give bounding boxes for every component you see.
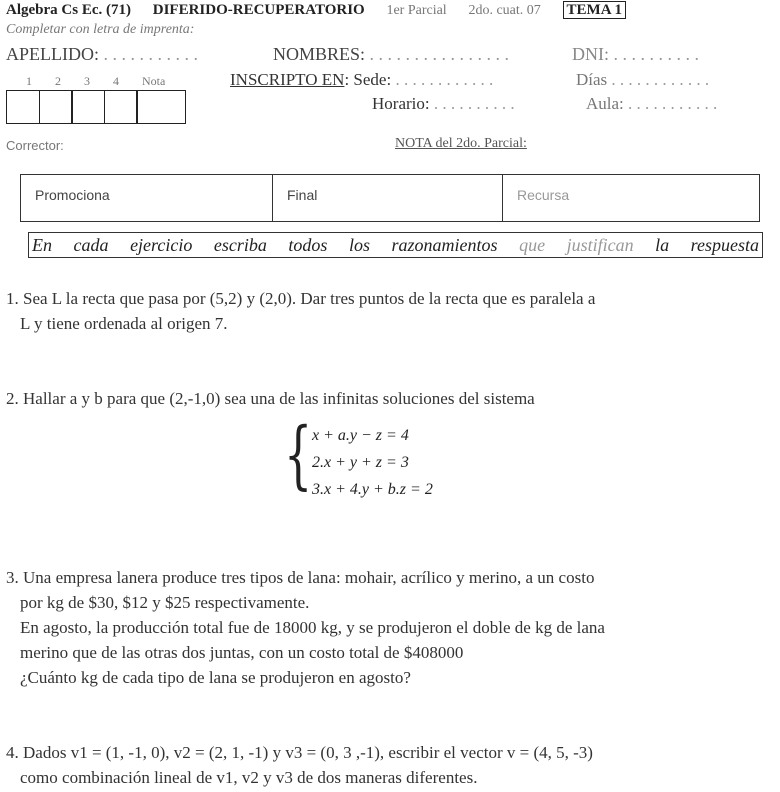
instr-word: la	[655, 234, 670, 255]
q4-line2: como combinación lineal de v1, v2 y v3 de dos maneras diferentes.	[20, 768, 478, 787]
score-box-1[interactable]	[6, 90, 40, 124]
partial-label: 1er Parcial	[386, 3, 447, 18]
question-3	[6, 565, 605, 690]
equation-3: 3.x + 4.y + b.z = 2	[312, 481, 433, 498]
horario-field[interactable]: Horario: . . . . . . . . . .	[372, 94, 515, 113]
horario-label: Horario:	[372, 94, 430, 113]
score-box-2[interactable]	[39, 90, 73, 124]
instr-word: ejercicio	[130, 234, 193, 255]
score-box-4[interactable]	[104, 90, 138, 124]
q1-line2: L y tiene ordenada al origen 7.	[20, 314, 228, 333]
score-labels	[26, 74, 165, 89]
equation-system	[290, 422, 433, 503]
equation-1: x + a.y − z = 4	[312, 427, 409, 444]
q3-line2: por kg de $30, $12 y $25 respectivamente.	[20, 593, 310, 612]
score-label-1: 1	[26, 74, 32, 88]
instr-word: justifican	[566, 234, 634, 255]
score-label-4: 4	[113, 74, 119, 88]
q4-line1: 4. Dados v1 = (1, -1, 0), v2 = (2, 1, -1) y v3 = (0, 3 ,-1), escribir el vector v = (4, 5, -3)	[6, 743, 593, 762]
question-2	[6, 386, 535, 411]
q3-line1: 3. Una empresa lanera produce tres tipos de lana: mohair, acrílico y merino, a un costo	[6, 568, 595, 587]
aula-label: Aula:	[586, 94, 624, 113]
apellido-label: APELLIDO:	[6, 44, 99, 64]
nombres-label: NOMBRES:	[273, 44, 366, 64]
instr-word: que	[519, 234, 546, 255]
nota-2do-label: NOTA del 2do. Parcial:	[395, 136, 527, 151]
course-name: Algebra Cs Ec. (71)	[6, 2, 131, 18]
question-4	[6, 740, 593, 790]
exercise-instruction	[28, 232, 763, 258]
sede-label: : Sede:	[344, 70, 392, 89]
score-boxes	[6, 90, 186, 124]
equation-2: 2.x + y + z = 3	[312, 454, 409, 471]
aula-field[interactable]: Aula: . . . . . . . . . . .	[586, 94, 718, 113]
score-box-3[interactable]	[71, 90, 105, 124]
exam-header	[6, 2, 644, 19]
score-label-2: 2	[55, 74, 61, 88]
dni-field[interactable]: DNI: . . . . . . . . . .	[572, 44, 699, 64]
status-promociona[interactable]: Promociona	[21, 175, 273, 221]
instr-word: razonamientos	[391, 234, 498, 255]
tema-label: TEMA 1	[563, 1, 626, 19]
sede-field[interactable]: INSCRIPTO EN: Sede: . . . . . . . . . . . .	[230, 70, 494, 89]
dni-label: DNI:	[572, 44, 609, 64]
inscripto-label: INSCRIPTO EN	[230, 70, 345, 89]
system-brace: {	[284, 412, 313, 498]
instr-word: respuesta	[690, 234, 759, 255]
q3-line5: ¿Cuánto kg de cada tipo de lana se produjeron en agosto?	[20, 668, 411, 687]
q3-line3: En agosto, la producción total fue de 18000 kg, y se produjeron el doble de kg de lana	[20, 618, 605, 637]
status-table	[20, 174, 760, 222]
exam-type: DIFERIDO-RECUPERATORIO	[152, 2, 365, 18]
status-recursa[interactable]: Recursa	[517, 187, 570, 203]
print-instructions: Completar con letra de imprenta:	[6, 22, 195, 37]
dias-label: Días	[576, 70, 608, 89]
instr-word: los	[348, 234, 370, 255]
status-final[interactable]: Final	[273, 175, 503, 221]
instr-word: cada	[73, 234, 109, 255]
q3-line4: merino que de las otras dos juntas, con un costo total de $408000	[20, 643, 464, 662]
instr-word: En	[32, 234, 52, 255]
score-label-nota: Nota	[142, 74, 166, 88]
corrector-label: Corrector:	[6, 138, 64, 153]
nombres-field[interactable]: NOMBRES: . . . . . . . . . . . . . . . .	[273, 44, 510, 64]
instr-word: escriba	[213, 234, 267, 255]
apellido-field[interactable]: APELLIDO: . . . . . . . . . . .	[6, 44, 198, 64]
instr-word: todos	[288, 234, 328, 255]
q1-line1: 1. Sea L la recta que pasa por (5,2) y (2,0). Dar tres puntos de la recta que es paralela a	[6, 289, 596, 308]
score-box-nota[interactable]	[136, 90, 186, 124]
term-label: 2do. cuat. 07	[468, 3, 541, 18]
question-1	[6, 286, 595, 336]
dias-field[interactable]: Días . . . . . . . . . . . .	[576, 70, 710, 89]
score-label-3: 3	[84, 74, 90, 88]
q2-line1: 2. Hallar a y b para que (2,-1,0) sea una de las infinitas soluciones del sistema	[6, 389, 535, 408]
